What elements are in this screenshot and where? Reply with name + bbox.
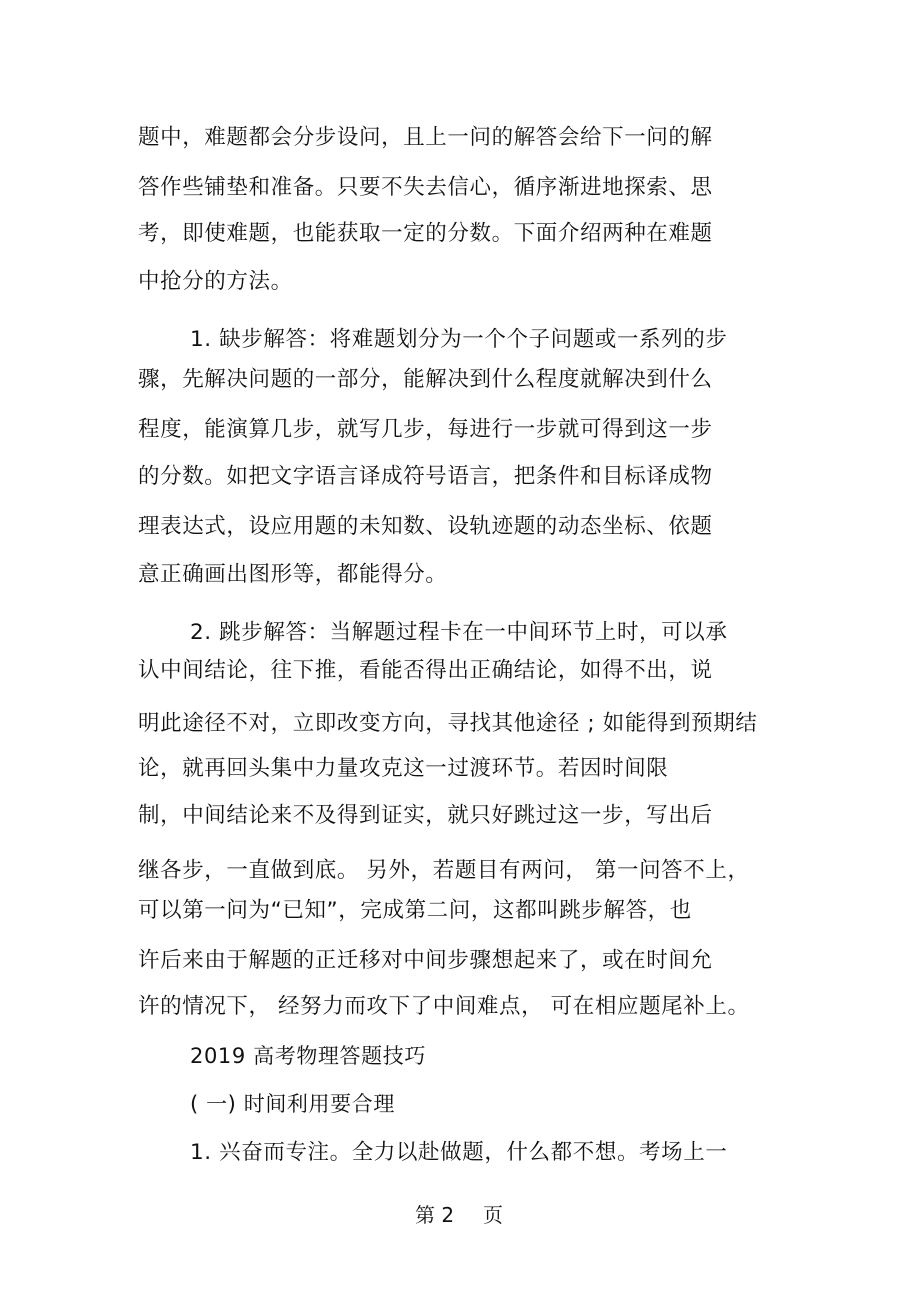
text-line: 程度，能演算几步，就写几步，每进行一步就可得到这一步 — [138, 417, 713, 442]
page-number-prefix: 第 2 — [415, 1203, 455, 1227]
subsection-heading: ( 一) 时间利用要合理 — [190, 1092, 395, 1116]
text-line: 的分数。如把文字语言译成符号语言，把条件和目标译成物 — [138, 464, 713, 489]
text-line: 意正确画出图形等，都能得分。 — [138, 562, 448, 587]
text-line: 骤，先解决问题的一部分，能解决到什么程度就解决到什么 — [138, 367, 713, 392]
text-line: 许的情况下， 经努力而攻下了中间难点， 可在相应题尾补上。 — [138, 994, 750, 1019]
text-line: 继各步，一直做到底。 另外，若题目有两问， 第一问答不上， — [138, 858, 750, 883]
text-line: 答作些铺垫和准备。只要不失去信心，循序渐进地探索、思 — [138, 175, 713, 200]
text-line: 题中，难题都会分步设问，且上一问的解答会给下一问的解 — [138, 125, 713, 150]
text-line: 许后来由于解题的正迁移对中间步骤想起来了，或在时间允 — [138, 948, 713, 973]
text-line: 中抢分的方法。 — [138, 269, 293, 294]
page-number-suffix: 页 — [483, 1203, 503, 1227]
text-line: 2. 跳步解答：当解题过程卡在一中间环节上时，可以承 — [190, 620, 728, 645]
section-heading: 2019 高考物理答题技巧 — [190, 1044, 426, 1068]
text-line: 考，即使难题，也能获取一定的分数。下面介绍两种在难题 — [138, 221, 713, 246]
text-line: 可以第一问为“已知”，完成第二问，这都叫跳步解答，也 — [138, 898, 692, 923]
text-line: 1. 缺步解答：将难题划分为一个个子问题或一系列的步 — [190, 327, 728, 352]
text-line: 制，中间结论来不及得到证实，就只好跳过这一步，写出后 — [138, 803, 713, 828]
text-line: 认中间结论，往下推，看能否得出正确结论，如得不出，说 — [138, 658, 713, 683]
text-line: 1. 兴奋而专注。全力以赴做题，什么都不想。考场上一 — [190, 1140, 728, 1165]
text-line: 理表达式，设应用题的未知数、设轨迹题的动态坐标、依题 — [138, 514, 713, 539]
text-line: 论，就再回头集中力量攻克这一过渡环节。若因时间限 — [138, 756, 669, 781]
text-line: 明此途径不对，立即改变方向，寻找其他途径 ; 如能得到预期结 — [138, 711, 758, 736]
